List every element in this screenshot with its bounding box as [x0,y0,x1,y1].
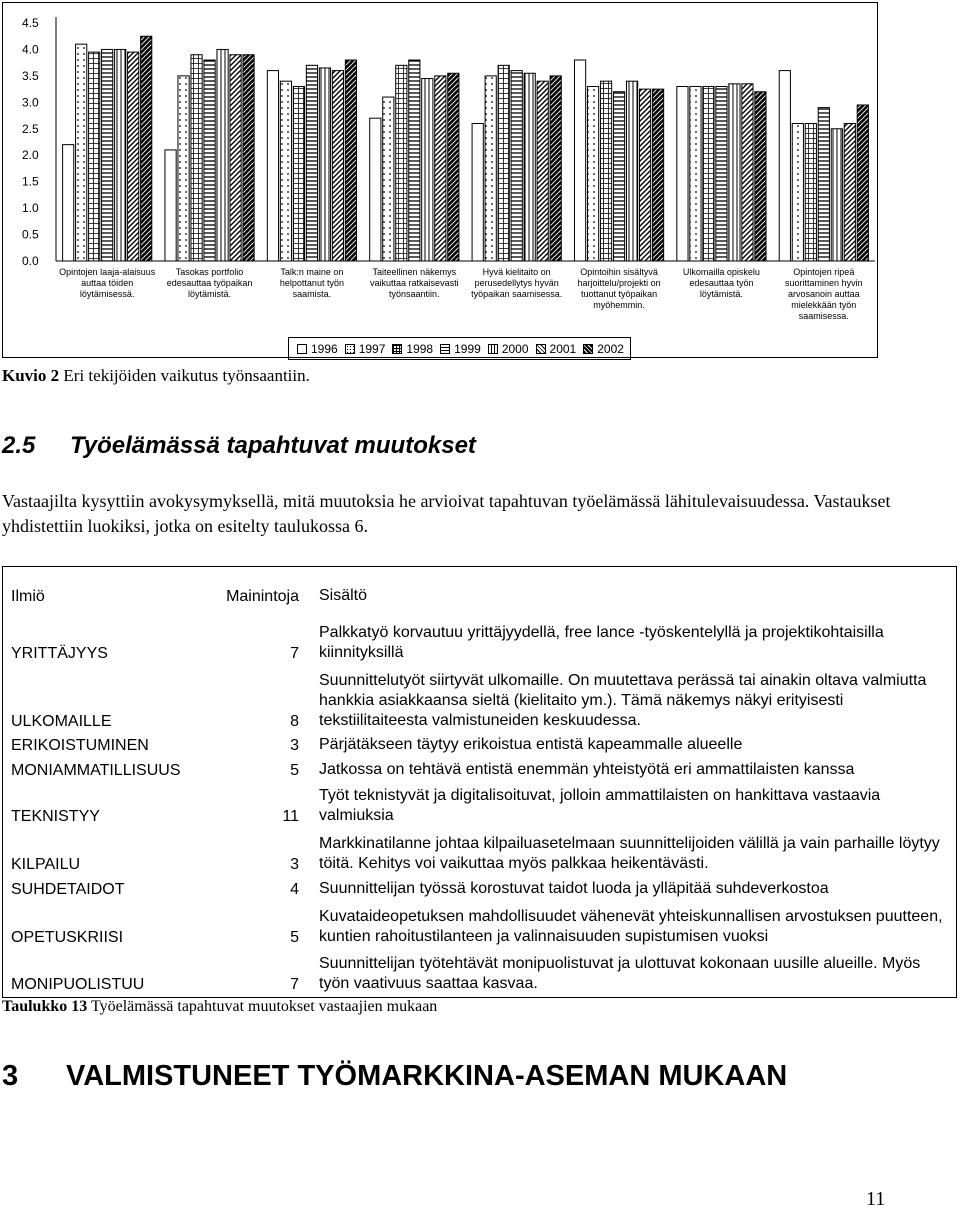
legend-item [488,342,529,356]
table-row [3,731,956,755]
bar [178,76,189,261]
legend-swatch [488,344,498,354]
bar [498,65,509,261]
table-row [3,899,956,947]
table-cell-content: Kuvataideopetuksen mahdollisuudet vähenevät yhteiskunnallisen arvostuksen puutteen, kuntien rahoitustilanteen ja valinnaisuuden supistumisen vuoksi [319,908,943,945]
bar [293,86,304,261]
table-header-phenomenon: Ilmiö [11,588,45,605]
bar [818,108,829,261]
y-tick-label: 4.5 [22,16,39,30]
table-cell-count: 5 [290,762,299,779]
table-cell-content: Suunnittelutyöt siirtyvät ulkomaille. On muutettava perässä tai ainakin oltava valmiutta hankkia asiakkaansa sieltä (kielitaito ym.). Tämä näkemys näkyi erityisesti tekstiilitaiteesta valmistuneiden keskuudessa. [319,672,927,729]
table-row [3,755,956,780]
table-cell-content: Pärjätäkseen täytyy erikoistua entistä kapeammalle alueelle [319,736,743,753]
bar [345,60,356,261]
legend-swatch [392,344,402,354]
bar [574,60,585,261]
bar [626,81,637,261]
legend-label: 1996 [311,341,338,356]
category-label [578,267,661,310]
bar [677,86,688,261]
bar [141,36,152,261]
table-cell-content: Markkinatilanne johtaa kilpailuasetelmaan suunnittelijoiden välillä ja vain parhaille löytyy töitä. Kehitys voi vaikuttaa myös palkkaa heikentävästi. [319,835,940,872]
chart-bars [63,36,869,261]
legend-label: 2002 [597,341,624,356]
chart-canvas [3,3,879,359]
table-cell-phenomenon: ULKOMAILLE [11,713,112,730]
table-cell-count: 5 [290,929,299,946]
section-number: 2.5 [2,432,36,459]
table-caption-label: Taulukko 13 [2,998,88,1015]
bar [511,71,522,261]
bar [280,81,291,261]
page-number: 11 [866,1188,886,1210]
table-cell-phenomenon: OPETUSKRIISI [11,929,124,946]
category-label-line: Tasokas portfolio [175,267,244,277]
bar [779,71,790,261]
legend-label: 1999 [454,341,481,356]
y-tick-label: 3.0 [22,95,39,110]
table-cell-phenomenon: MONIAMMATILLISUUS [11,762,181,779]
bar [422,79,433,261]
bar [89,52,100,261]
bar [755,92,766,261]
category-label-line: suorittaminen hyvin [785,278,863,288]
category-label-line: mielekkään työn [791,300,857,310]
bar [63,145,74,261]
bar-chart [2,2,878,358]
bar [409,60,420,261]
category-label-line: tuottanut työpaikan [581,289,658,299]
bar [448,73,459,261]
bar [165,150,176,261]
table-row [3,874,956,899]
changes-table [2,566,957,998]
bar [485,76,496,261]
bar [435,76,446,261]
category-label-line: helpottanut työn [279,278,344,288]
bar [587,86,598,261]
table-caption [2,998,437,1016]
category-label-line: vaikuttaa ratkaisevasti [370,278,459,288]
legend-label: 2001 [549,341,577,356]
legend-item [297,342,338,356]
category-label-line: saamisessa. [798,311,849,321]
bar [690,86,701,261]
table-row [3,826,956,874]
bar [332,71,343,261]
category-label-line: edesauttaa työn [689,278,754,288]
bar [128,52,139,261]
category-label-line: Opintoihin sisältyvä [580,267,658,277]
category-label-line: Ulkomailla opiskelu [682,267,760,277]
bar [472,123,483,261]
category-label [683,267,760,299]
chart-legend [288,337,631,360]
category-label-line: edesauttaa työpaikan [166,278,253,288]
table-cell-phenomenon: ERIKOISTUMINEN [11,737,149,754]
bar [370,118,381,261]
category-label-line: perusedellytys hyvän [474,278,559,288]
bar [550,76,561,261]
table-row [3,780,956,826]
bar [396,65,407,261]
category-label [59,267,156,299]
bar [319,68,330,261]
legend-swatch [536,344,546,354]
legend-item [583,342,624,356]
section-title: Työelämässä tapahtuvat muutokset [70,432,476,459]
table-cell-count: 11 [282,808,299,825]
y-tick-label: 4.0 [22,42,39,57]
category-label-line: harjoittelu/projekti on [577,278,661,288]
bar [613,92,624,261]
category-label-line: työpaikan saamisessa. [471,289,563,299]
table-cell-content: Suunnittelijan työtehtävät monipuolistuvat ja ulottuvat kokonaan uusille alueille. Myös työn vaativuus saattaa kasvaa. [319,955,921,992]
bar [537,81,548,261]
legend-label: 1998 [406,341,434,356]
table-header-content: Sisältö [319,587,368,604]
table-cell-count: 7 [290,976,299,993]
table-cell-phenomenon: MONIPUOLISTUU [11,976,145,993]
bar [217,49,228,261]
table-cell-content: Palkkatyö korvautuu yrittäjyydellä, free lance -työskentelyllä ja projektikohtaisilla kiinnityksillä [319,624,884,661]
table-row [3,615,956,663]
bar [383,97,394,261]
bar [844,123,855,261]
table-cell-count: 3 [290,737,299,754]
legend-item [440,342,481,356]
legend-swatch [297,344,307,354]
y-tick-label: 2.0 [22,148,39,163]
bar [524,73,535,261]
legend-item [536,342,577,356]
table-header-count: Mainintoja [226,588,299,605]
category-label [167,267,253,299]
table-header-row [3,567,956,615]
bar [703,86,714,261]
bar [857,105,868,261]
table-cell-phenomenon: KILPAILU [11,856,81,873]
category-label-line: Taiteellinen näkemys [372,267,457,277]
category-label-line: löytämistä. [699,289,743,299]
table-cell-count: 7 [290,645,299,662]
table-cell-content: Työt teknistyvät ja digitalisoituvat, jolloin ammattilaisten on hankittava vastaavia valmiuksia [319,787,881,824]
bar [115,49,126,261]
category-label-line: Hyvä kielitaito on [482,267,551,277]
bar [230,55,241,261]
table-cell-count: 8 [290,713,299,730]
bar [742,84,753,261]
table-cell-content: Suunnittelijan työssä korostuvat taidot luoda ja ylläpitää suhdeverkostoa [319,880,829,897]
chapter-title: VALMISTUNEET TYÖMARKKINA-ASEMAN MUKAAN [66,1060,788,1092]
figure-caption-text: Eri tekijöiden vaikutus työnsaantiin. [59,366,310,385]
legend-swatch [440,344,450,354]
figure-caption-label: Kuvio 2 [2,366,60,385]
table-cell-count: 3 [290,856,299,873]
category-label-line: löytämisessä. [79,289,135,299]
bar [805,123,816,261]
body-paragraph: Vastaajilta kysyttiin avokysymyksellä, mitä muutoksia he arvioivat tapahtuvan työelämässä lähitulevaisuudessa. Vastaukset yhdistettiin luokiksi, jotka on esitelty taulukossa 6. [2,491,891,536]
bar [600,81,611,261]
category-label [471,267,562,299]
table-cell-content: Jatkossa on tehtävä entistä enemmän yhteistyötä eri ammattilaisten kanssa [319,761,855,778]
category-label-line: Opintojen laaja-alaisuus [59,267,156,277]
category-label [370,267,459,299]
category-label-line: Talk:n maine on [280,267,344,277]
table-caption-text: Työelämässä tapahtuvat muutokset vastaajien mukaan [87,998,438,1015]
bar [204,60,215,261]
bar [102,49,113,261]
figure-caption [2,366,310,386]
bar [652,89,663,261]
table-cell-phenomenon: SUHDETAIDOT [11,881,125,898]
chapter-number: 3 [2,1060,19,1092]
y-tick-label: 0.5 [22,227,39,242]
legend-item [345,342,386,356]
y-tick-label: 1.0 [22,201,39,216]
category-label-line: Opintojen ripeä [793,267,855,277]
category-label-line: arvosanoin auttaa [788,289,860,299]
bar [792,123,803,261]
category-label-line: työnsaantiin. [389,289,440,299]
bar [831,129,842,261]
category-label-line: saamista. [292,289,332,299]
category-label-line: auttaa töiden [81,278,134,288]
table-cell-phenomenon: TEKNISTYY [11,808,100,825]
bar [267,71,278,261]
y-tick-label: 1.5 [22,174,39,189]
category-label-line: myöhemmin. [593,300,645,310]
bar [716,86,727,261]
legend-item [392,342,433,356]
bar [306,65,317,261]
table-row [3,947,956,994]
table-row [3,663,956,731]
category-label [280,267,344,299]
legend-swatch [345,344,355,354]
legend-swatch [583,344,593,354]
bar [639,89,650,261]
y-tick-label: 3.5 [22,68,39,83]
legend-label: 2000 [501,341,529,356]
y-tick-label: 2.5 [22,121,39,136]
bar [76,44,87,261]
bar [729,84,740,261]
bar [191,55,202,261]
y-tick-label: 0.0 [22,254,39,268]
category-label [785,267,863,321]
table-cell-phenomenon: YRITTÄJYYS [11,645,108,662]
category-label-line: löytämistä. [188,289,232,299]
bar [243,55,254,261]
table-cell-count: 4 [290,881,299,898]
legend-label: 1997 [358,341,386,356]
section-heading [2,432,476,460]
chapter-heading [2,1060,787,1093]
